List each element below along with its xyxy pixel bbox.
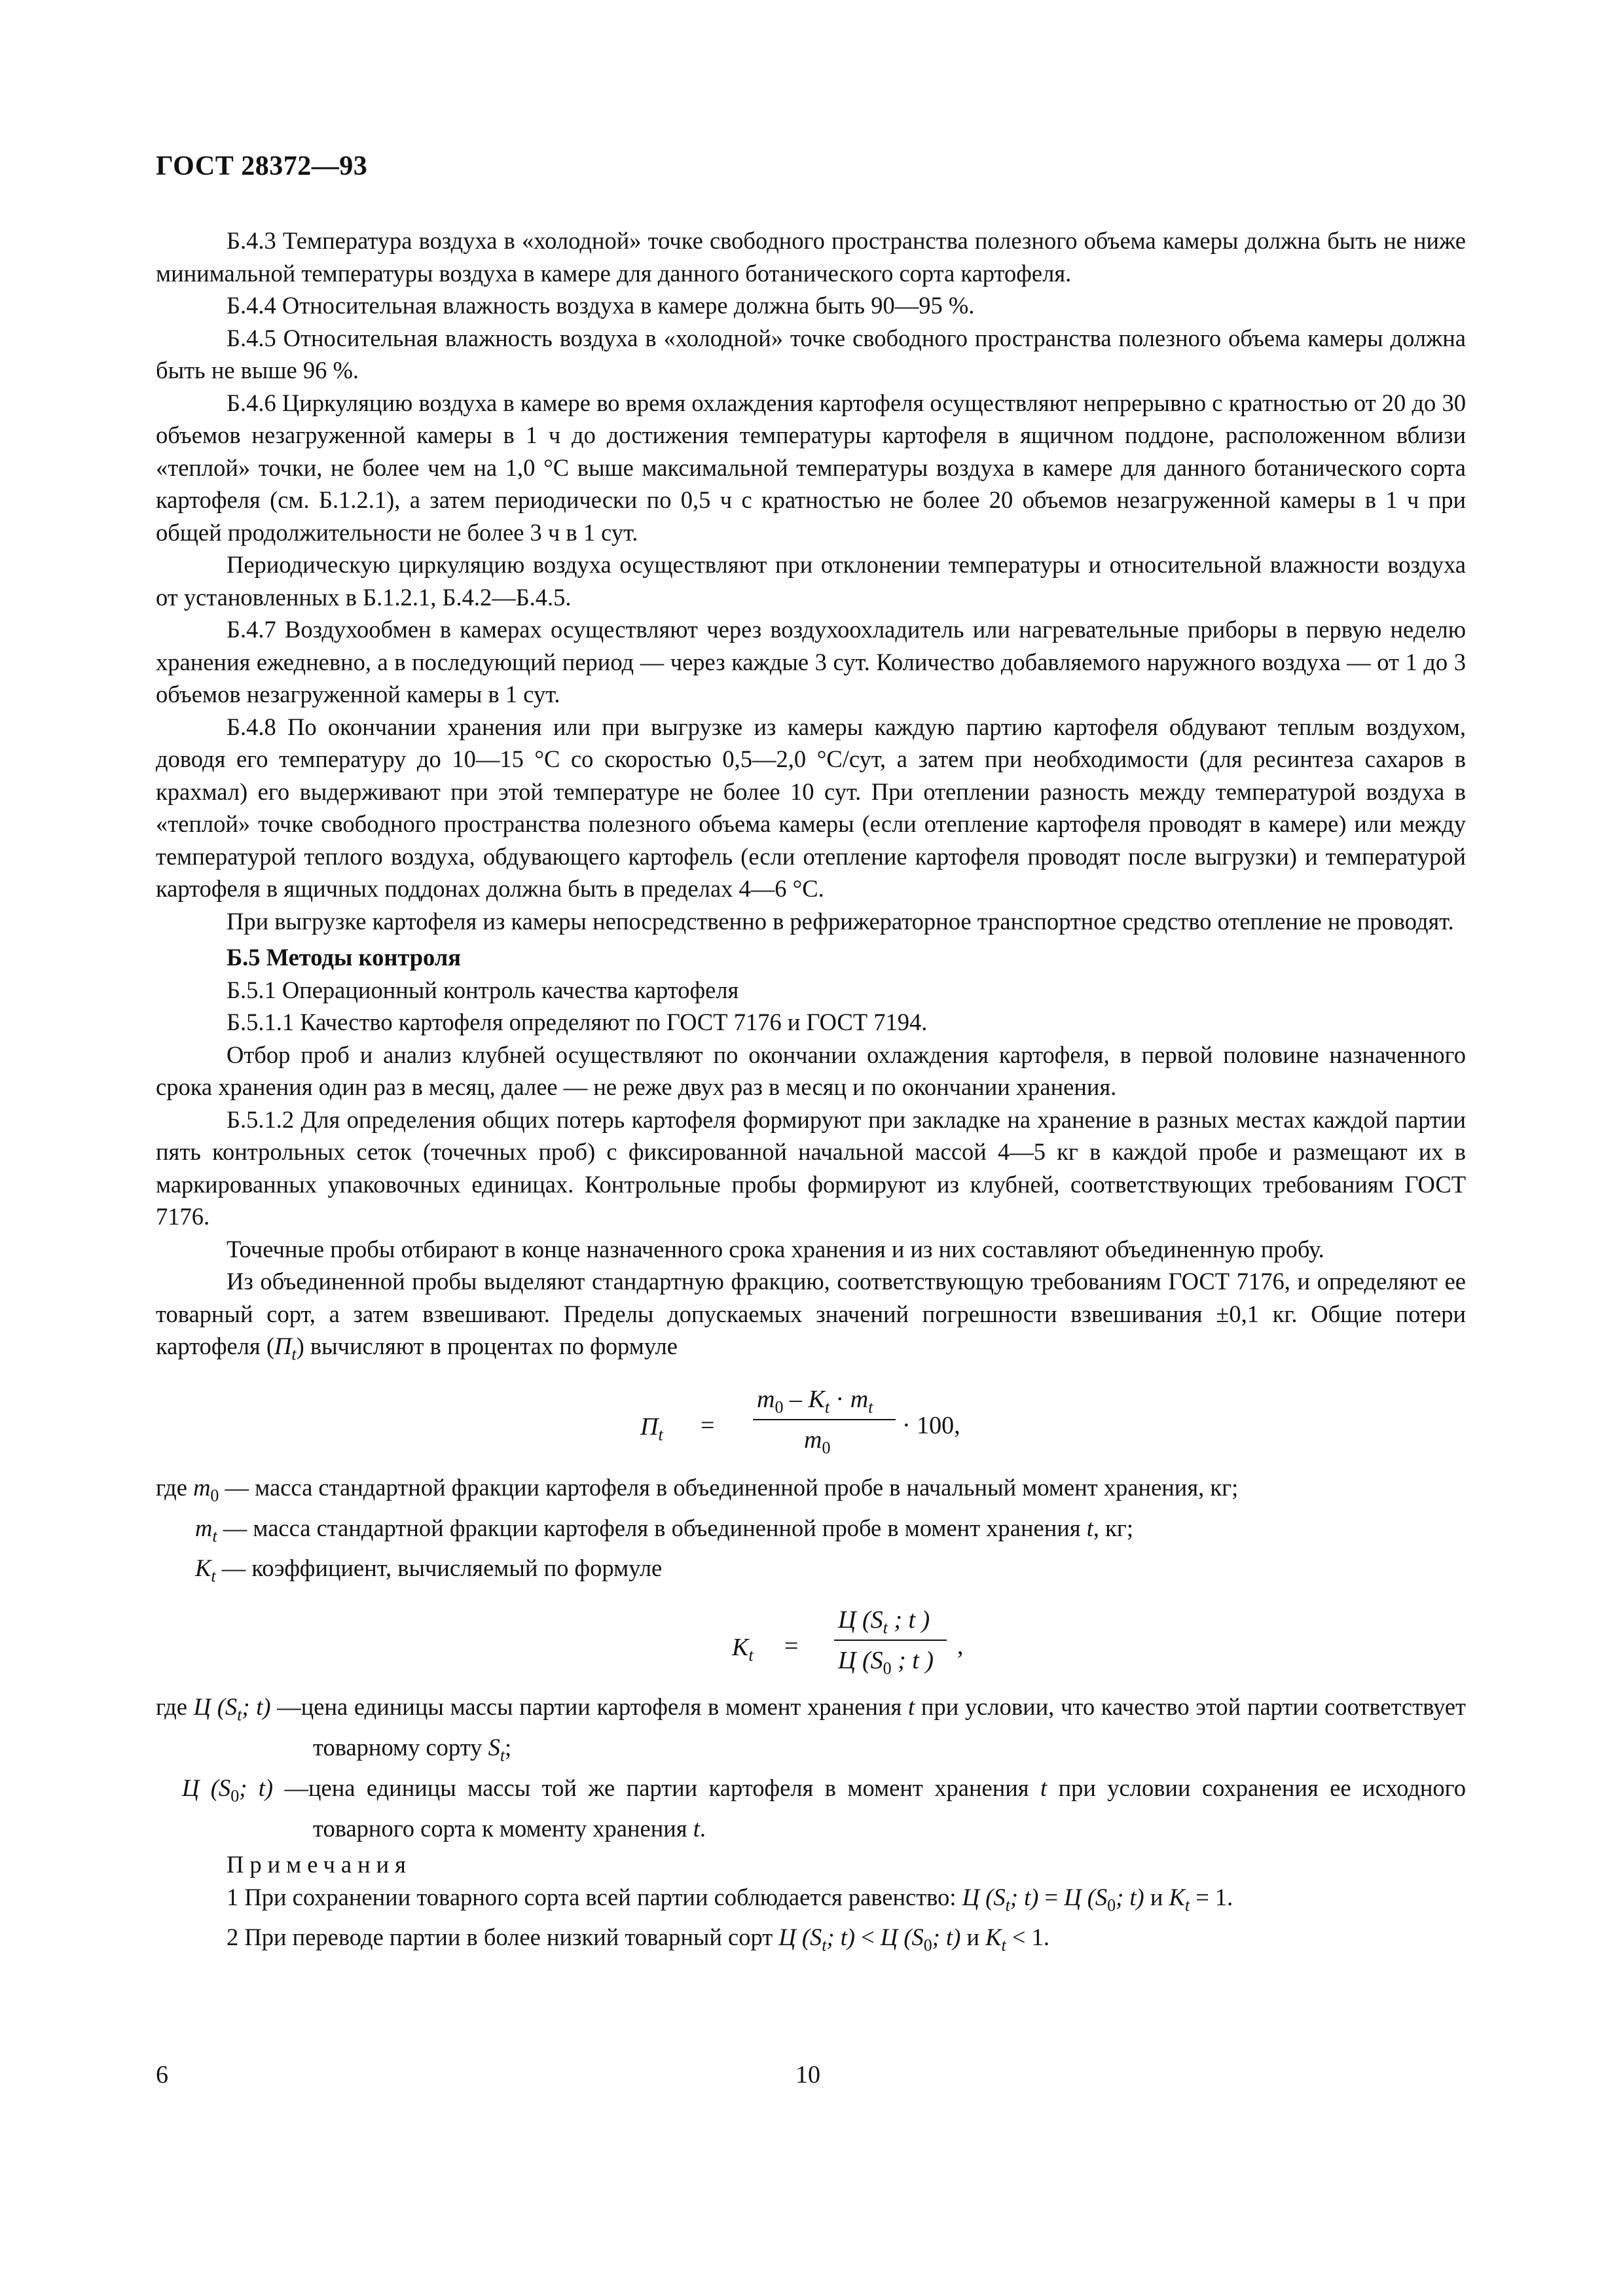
document-body xyxy=(156,224,1466,1962)
paragraph-b-5-1: Б.5.1 Операционный контроль качества картофеля xyxy=(227,976,739,1003)
paragraph-formula-intro: Из объединенной пробы выделяют стандартную фракцию, соответствующую требованиям ГОСТ 7176, и определяют ее товарный сорт, а затем взвешивают. Пределы допускаемых значений погрешности взвешивания ±0,1 кг. Общие потери картофеля $(П_t)$ вычисляют в процентах по формуле xyxy=(156,1268,1466,1364)
page-number-center: 10 xyxy=(795,2061,820,2089)
paragraph-point-samples: Точечные пробы отбирают в конце назначенного срока хранения и из них составляют объединенную пробу. xyxy=(227,1235,1324,1263)
paragraph-unloading: При выгрузке картофеля из камеры непосредственно в рефрижераторное транспортное средство отепление не проводят. xyxy=(227,907,1454,935)
page-header-title: ГОСТ 28372—93 xyxy=(156,151,368,181)
note-1: 1 При сохранении товарного сорта всей партии соблюдается равенство: Ц ($S_t$; t) = Ц ($S_0$; t) и $K_t = 1$. xyxy=(227,1883,1233,1914)
formula1-fraction-bar xyxy=(753,1419,896,1420)
formula2-numerator: Ц ($S_t$ ; t ) xyxy=(838,1606,930,1638)
formula2-fraction-bar xyxy=(834,1640,947,1641)
paragraph-sampling: Отбор проб и анализ клубней осуществляют по окончании охлаждения картофеля, в первой половине назначенного срока хранения один раз в месяц, далее — не реже двух раз в месяц и по окончании хранения. xyxy=(156,1041,1466,1100)
definition-price-st: где Ц ($S_t$; t) —цена единицы массы партии картофеля в момент хранения t при условии, что качество этой партии соответствует товарному сорту $S_t$; xyxy=(156,1693,1466,1765)
formula2-comma: , xyxy=(957,1632,964,1660)
formula1-equals: = xyxy=(701,1411,715,1439)
notes-title: Примечания xyxy=(227,1851,412,1878)
definition-price-s0: Ц ($S_0$; t) —цена единицы массы той же партии картофеля в момент хранения t при условии сохранения ее исходного товарного сорта к моменту хранения t. xyxy=(182,1774,1466,1842)
formula-total-losses xyxy=(156,1371,1466,1469)
formula1-denominator: $m_0$ xyxy=(804,1426,831,1458)
paragraph-b-4-7: Б.4.7 Воздухообмен в камерах осуществляют через воздухоохладитель или нагревательные приборы в первую неделю хранения ежедневно, а в последующий период — через каждые 3 сут. Количество добавляемого наружного воздуха — от 1 до 3 объемов незагруженной камеры в 1 сут. xyxy=(156,616,1466,708)
paragraph-b-4-5: Б.4.5 Относительная влажность воздуха в «холодной» точке свободного пространства полезного объема камеры должна быть не выше 96 %. xyxy=(156,324,1466,384)
formula-coefficient xyxy=(156,1592,1466,1691)
formula1-lhs: $П_t$ xyxy=(640,1412,663,1444)
definition-mt: $m_t$ — масса стандартной фракции картофеля в объединенной пробе в момент хранения t, кг; xyxy=(195,1514,1133,1545)
formula2-denominator: Ц ($S_0$ ; t ) xyxy=(838,1647,934,1678)
paragraph-periodic-circulation: Периодическую циркуляцию воздуха осуществляют при отклонении температуры и относительной влажности воздуха от установленных в Б.1.2.1, Б.4.2—Б.4.5. xyxy=(156,551,1466,611)
paragraph-b-4-8: Б.4.8 По окончании хранения или при выгрузке из камеры каждую партию картофеля обдувают теплым воздухом, доводя его температуру до 10—15 °С со скоростью 0,5—2,0 °С/сут, а затем при необходимости (для ресинтеза сахаров в крахмал) его выдерживают при этой температуре не более 10 сут. При отеплении разность между температурой воздуха в «теплой» точке свободного пространства полезного объема камеры (если отепление картофеля проводят в камере) или между температурой теплого воздуха, обдувающего картофель (если отепление картофеля проводят после выгрузки) и температурой картофеля в ящичных поддонах должна быть в пределах 4—6 °С. xyxy=(156,713,1466,902)
paragraph-b-4-3: Б.4.3 Температура воздуха в «холодной» точке свободного пространства полезного объема камеры должна быть не ниже минимальной температуры воздуха в камере для данного ботанического сорта картофеля. xyxy=(156,227,1466,287)
note-2: 2 При переводе партии в более низкий товарный сорт Ц ($S_t$; t) < Ц ($S_0$; t) и $K_t < 1$. xyxy=(227,1924,1049,1955)
definition-kt: $K_t$ — коэффициент, вычисляемый по формуле xyxy=(195,1554,663,1586)
definitions-formula1 xyxy=(156,1471,1466,1592)
paragraph-b-5-1-1: Б.5.1.1 Качество картофеля определяют по ГОСТ 7176 и ГОСТ 7194. xyxy=(227,1009,928,1035)
paragraph-b-4-6: Б.4.6 Циркуляцию воздуха в камере во время охлаждения картофеля осуществляют непрерывно с кратностью от 20 до 30 объемов незагруженной камеры в 1 ч до достижения температуры картофеля в ящичном поддоне, расположенном вблизи «теплой» точки, не более чем на 1,0 °С выше максимальной температуры воздуха в камере для данного ботанического сорта картофеля (см. Б.1.2.1), а затем периодически по 0,5 ч с кратностью не более 20 объемов незагруженной камеры в 1 ч при общей продолжительности не более 3 ч в 1 сут. xyxy=(156,389,1466,546)
formula1-numerator: $m_0 - K_t \cdot m_t$ xyxy=(757,1385,873,1417)
paragraph-b-5-1-2: Б.5.1.2 Для определения общих потерь картофеля формируют при закладке на хранение в разных местах каждой партии пять контрольных сеток (точечных проб) с фиксированной начальной массой 4—5 кг в каждой пробе и размещают их в маркированных упаковочных единицах. Контрольные пробы формируют из клубней, соответствующих требованиям ГОСТ 7176. xyxy=(156,1105,1466,1230)
formula2-equals: = xyxy=(784,1632,799,1660)
page-number-left: 6 xyxy=(156,2061,168,2089)
definition-m0: где $m_0$ — масса стандартной фракции картофеля в объединенной пробе в начальный момент хранения, кг; xyxy=(156,1473,1239,1505)
section-heading-b-5: Б.5 Методы контроля xyxy=(227,944,462,971)
paragraph-b-4-4: Б.4.4 Относительная влажность воздуха в камере должна быть 90—95 %. xyxy=(227,292,975,319)
formula1-multiplier: · 100, xyxy=(902,1411,960,1439)
definitions-formula2 xyxy=(156,1691,1466,1844)
formula2-lhs: $K_t$ xyxy=(732,1634,754,1665)
